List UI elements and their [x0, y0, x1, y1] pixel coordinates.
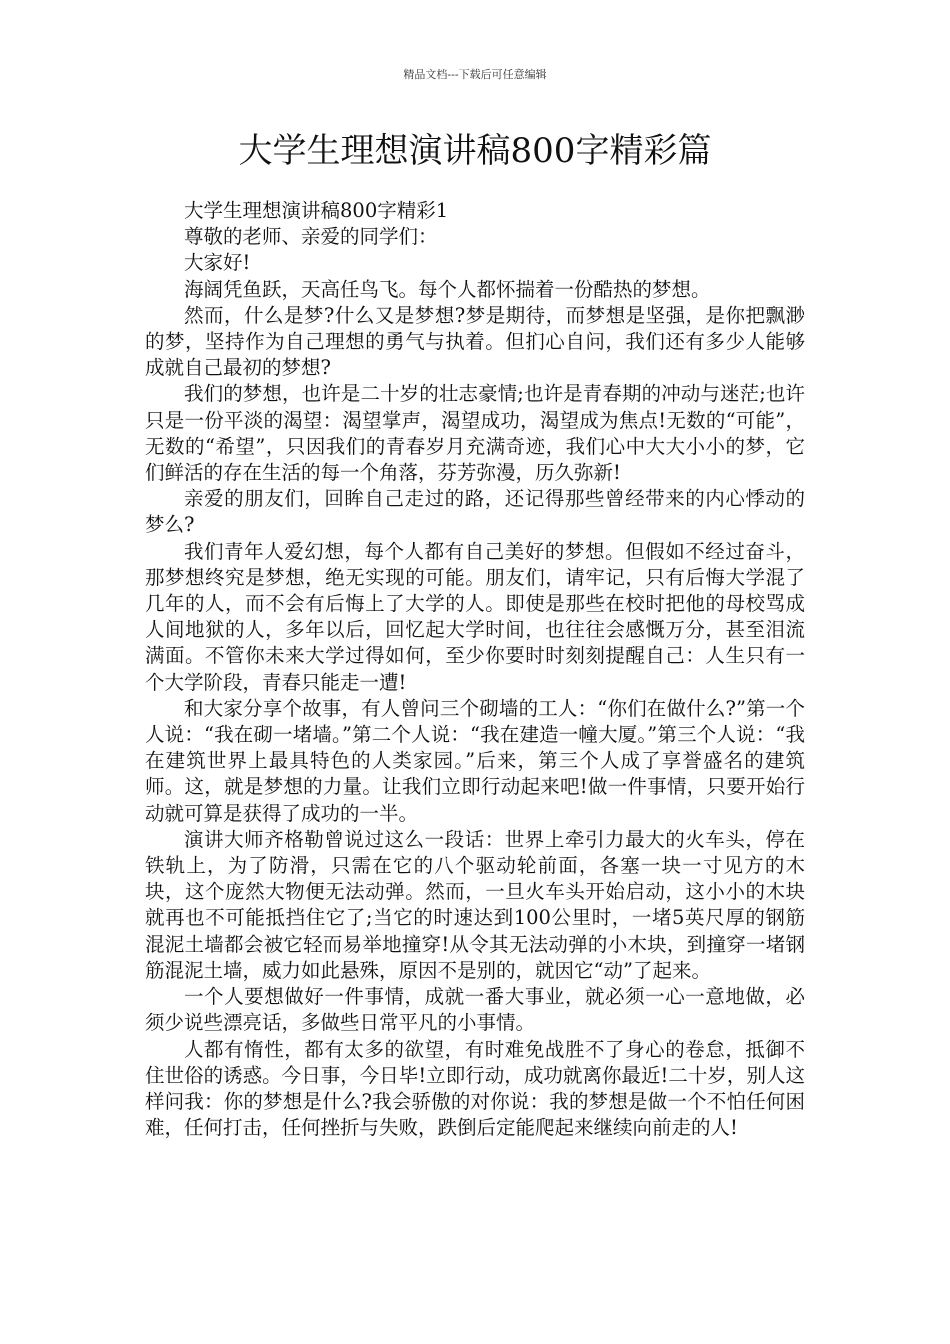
paragraph-9: 人都有惰性，都有太多的欲望，有时难免战胜不了身心的卷怠，抵御不住世俗的诱惑。今日事，今日毕!立即行动，成功就离你最近!二十岁，别人这样问我：你的梦想是什么?我会骄傲的对你说：我的梦想是做一个不怕任何困难，任何打击，任何挫折与失败，跌倒后定能爬起来继续向前走的人!: [145, 1037, 805, 1140]
paragraph-6: 和大家分享个故事，有人曾问三个砌墙的工人：“你们在做什么?”第一个人说：“我在砌一堵墙。”第二个人说：“我在建造一幢大厦。”第三个人说：“我在建筑世界上最具特色的人类家园。”后来，第三个人成了享誉盛名的建筑师。这，就是梦想的力量。让我们立即行动起来吧!做一件事情，只要开始行动就可算是获得了成功的一半。: [145, 696, 805, 825]
header-note: 精品文档---下载后可任意编辑: [403, 68, 547, 81]
paragraph-3: 我们的梦想，也许是二十岁的壮志豪情;也许是青春期的冲动与迷茫;也许只是一份平淡的渴望：渴望掌声，渴望成功，渴望成为焦点!无数的“可能”，无数的“希望”，只因我们的青春岁月充满奇迹，我们心中大大小小的梦，它们鲜活的存在生活的每一个角落，芬芳弥漫，历久弥新!: [145, 382, 805, 485]
document-body: [145, 198, 805, 1141]
greeting: 大家好!: [184, 251, 251, 275]
paragraph-8: 一个人要想做好一件事情，成就一番大事业，就必须一心一意地做，必须少说些漂亮话，多做些日常平凡的小事情。: [145, 985, 805, 1035]
section-subtitle: 大学生理想演讲稿800字精彩1: [184, 199, 449, 222]
paragraph-2: 然而，什么是梦?什么又是梦想?梦是期待，而梦想是坚强，是你把飘渺的梦，坚持作为自己理想的勇气与执着。但扪心自问，我们还有多少人能够成就自己最初的梦想?: [145, 303, 805, 380]
document-title: 大学生理想演讲稿800字精彩篇: [238, 131, 712, 171]
paragraph-5: 我们青年人爱幻想，每个人都有自己美好的梦想。但假如不经过奋斗，那梦想终究是梦想，绝无实现的可能。朋友们，请牢记，只有后悔大学混了几年的人，而不会有后悔上了大学的人。即使是那些在校时把他的母校骂成人间地狱的人，多年以后，回忆起大学时间，也往往会感慨万分，甚至泪流满面。不管你未来大学过得如何，至少你要时时刻刻提醒自己：人生只有一个大学阶段，青春只能走一遭!: [145, 539, 805, 694]
paragraph-4: 亲爱的朋友们，回眸自己走过的路，还记得那些曾经带来的内心悸动的梦么?: [145, 487, 805, 537]
paragraph-7: 演讲大师齐格勒曾说过这么一段话：世界上牵引力最大的火车头，停在铁轨上，为了防滑，只需在它的八个驱动轮前面，各塞一块一寸见方的木块，这个庞然大物便无法动弹。然而，一旦火车头开始启动，这小小的木块就再也不可能抵挡住它了;当它的时速达到100公里时，一堵5英尺厚的钢筋混泥土墙都会被它轻而易举地撞穿!从令其无法动弹的小木块，到撞穿一堵钢筋混泥土墙，威力如此悬殊，原因不是别的，就因它“动”了起来。: [145, 827, 805, 982]
paragraph-1: 海阔凭鱼跃，天高任鸟飞。每个人都怀揣着一份酷热的梦想。: [184, 277, 711, 301]
salutation: 尊敬的老师、亲爱的同学们：: [184, 225, 438, 249]
